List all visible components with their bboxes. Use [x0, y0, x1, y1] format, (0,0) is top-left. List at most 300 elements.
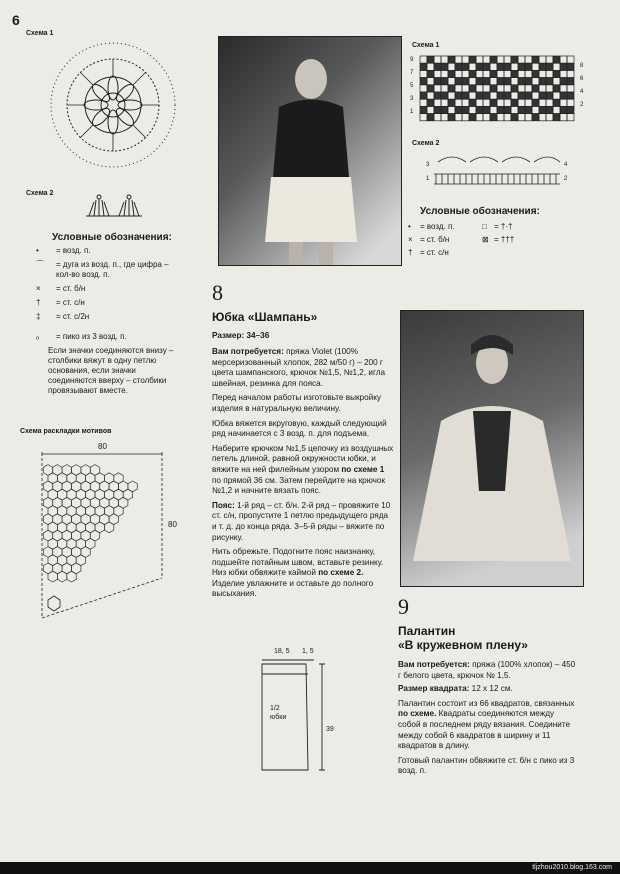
filet-cell	[567, 114, 574, 121]
filet-cell	[567, 92, 574, 99]
text: Квадраты соединяются между собой в последнем ряду вязания. Соедините между собой 6 квадратов в ширину и 11 квадратов в длину.	[398, 709, 571, 751]
filet-cell	[448, 92, 455, 99]
square-label: Размер квадрата:	[398, 684, 470, 694]
filet-cell	[518, 78, 525, 85]
materials-text: пряжа (100% хлопок) – 450 г белого цвета, крючок № 1,5.	[398, 660, 576, 680]
legend-text: = †·†	[494, 222, 513, 231]
filet-cell	[553, 99, 560, 106]
filet-cell	[511, 106, 518, 113]
filet-cell	[532, 63, 539, 70]
filet-cell	[560, 78, 567, 85]
legend-note: Если значки соединяются внизу – столбики вяжут в одну петлю основания, если значки соединяются вверху – столбики провязывают вместе.	[48, 346, 174, 395]
filet-cell	[448, 63, 455, 70]
filet-cell	[490, 92, 497, 99]
filet-cell	[497, 70, 504, 77]
layout-dim-top: 80	[98, 442, 107, 451]
filet-cell	[532, 106, 539, 113]
filet-cell	[490, 63, 497, 70]
legend-item	[36, 284, 181, 294]
legend-text: = ст. б/н	[56, 284, 86, 293]
filet-cell	[441, 106, 448, 113]
footer-url: tljzhou2010.blog.163.com	[532, 864, 612, 871]
s2-row-labels-right	[564, 158, 567, 186]
filet-cell	[504, 56, 511, 63]
filet-cell	[518, 56, 525, 63]
filet-cell	[504, 70, 511, 77]
scheme2-caption: Схема 2	[26, 190, 54, 197]
legend-symbol: †	[408, 248, 413, 257]
filet-cell	[511, 70, 518, 77]
filet-cell	[567, 78, 574, 85]
filet-cell	[420, 78, 427, 85]
filet-cell	[448, 56, 455, 63]
filet-cell	[455, 92, 462, 99]
filet-cell	[441, 114, 448, 121]
pattern-label-text: юбки	[270, 714, 287, 721]
filet-cell	[518, 92, 525, 99]
emph: Пояс:	[212, 500, 235, 510]
filet-cell	[532, 99, 539, 106]
pattern-label-fraction: 1/2	[270, 705, 280, 712]
pattern-dim-3: 39	[326, 726, 334, 733]
row-label: 3	[410, 96, 414, 102]
square-value: 12 х 12 см.	[471, 684, 513, 694]
filet-cell	[462, 70, 469, 77]
filet-cell	[434, 70, 441, 77]
filet-cell	[539, 78, 546, 85]
filet-cell	[546, 56, 553, 63]
row-label: 3	[426, 162, 430, 168]
legend-item	[36, 298, 181, 308]
layout-hex	[48, 571, 57, 582]
filet-cell	[462, 85, 469, 92]
filet-chart	[418, 54, 576, 122]
right-legend-title: Условные обозначения:	[420, 206, 540, 217]
filet-cell	[539, 106, 546, 113]
filet-cell	[476, 63, 483, 70]
filet-cell	[567, 106, 574, 113]
filet-cell	[567, 99, 574, 106]
filet-cell	[560, 56, 567, 63]
article8-size: Размер: 34–36	[212, 331, 270, 340]
filet-cell	[441, 85, 448, 92]
filet-cell	[420, 106, 427, 113]
filet-cell	[518, 106, 525, 113]
emph: по схеме 2.	[318, 568, 364, 578]
filet-cell	[469, 106, 476, 113]
filet-cell	[469, 114, 476, 121]
pattern-dim-1: 18, 5	[274, 648, 290, 655]
filet-cell	[476, 99, 483, 106]
filet-cell	[462, 78, 469, 85]
skirt-pattern	[256, 656, 328, 776]
filet-cell	[483, 106, 490, 113]
filet-cell	[567, 63, 574, 70]
footer-bar	[0, 862, 620, 874]
filet-cell	[497, 92, 504, 99]
filet-cell	[455, 70, 462, 77]
filet-cell	[525, 63, 532, 70]
row-label: 4	[564, 162, 568, 168]
legend-text: = возд. п.	[420, 222, 455, 231]
legend-symbol: •	[408, 222, 411, 231]
filet-cell	[420, 56, 427, 63]
filet-cell	[420, 85, 427, 92]
filet-cell	[469, 85, 476, 92]
materials-text: пряжа Violet (100% мерсеризованный хлопок, 282 м/50 г) – 200 г цвета шампанского, крючок №1,5, №1,2, игла швейная, резинка для пояса.	[212, 347, 386, 388]
filet-cell	[504, 63, 511, 70]
filet-cell	[525, 114, 532, 121]
filet-cell	[490, 99, 497, 106]
filet-cell	[476, 56, 483, 63]
right-legend	[408, 222, 488, 258]
layout-hex	[104, 522, 113, 533]
filet-cell	[420, 63, 427, 70]
filet-cell	[518, 85, 525, 92]
filet-cell	[553, 63, 560, 70]
filet-cell	[546, 99, 553, 106]
filet-cell	[511, 56, 518, 63]
filet-cell	[532, 114, 539, 121]
legend-item	[482, 222, 552, 232]
legend-symbol: ×	[408, 235, 413, 244]
filet-cell	[448, 78, 455, 85]
filet-cell	[427, 78, 434, 85]
filet-cell	[462, 63, 469, 70]
article9-number: 9	[398, 594, 409, 619]
filet-cell	[511, 92, 518, 99]
filet-cell	[546, 106, 553, 113]
text: Палантин состоит из 66 квадратов, связанных	[398, 698, 575, 708]
filet-cell	[441, 56, 448, 63]
legend-item	[36, 312, 181, 322]
filet-cell	[497, 99, 504, 106]
filet-cell	[539, 85, 546, 92]
filet-cell	[427, 99, 434, 106]
row-label: 2	[580, 102, 584, 108]
article8-body	[212, 347, 394, 600]
filet-cell	[553, 78, 560, 85]
filet-cell	[553, 70, 560, 77]
filet-cell	[539, 70, 546, 77]
legend-item	[482, 235, 552, 245]
filet-cell	[560, 85, 567, 92]
legend-symbol: ⌒	[36, 260, 44, 269]
paragraph	[212, 547, 394, 600]
filet-cell	[469, 63, 476, 70]
row-label: 8	[580, 63, 584, 69]
legend-item	[36, 246, 181, 256]
filet-cell	[504, 114, 511, 121]
filet-cell	[462, 92, 469, 99]
paragraph	[398, 699, 578, 752]
model-figure-2	[401, 311, 583, 586]
filet-cell	[525, 92, 532, 99]
filet-cell	[539, 99, 546, 106]
paragraph: Юбка вяжется вкруговую, каждый следующий ряд начинается с 3 возд. п. для подъема.	[212, 418, 387, 439]
filet-cell	[462, 99, 469, 106]
filet-cell	[511, 99, 518, 106]
paragraph	[212, 444, 394, 497]
filet-cell	[525, 78, 532, 85]
filet-cell	[504, 85, 511, 92]
paragraph: Готовый палантин обвяжите ст. б/н с пико из 3 возд. п.	[398, 755, 575, 776]
scheme1-caption: Схема 1	[26, 30, 54, 37]
filet-cell	[497, 85, 504, 92]
filet-cell	[553, 92, 560, 99]
filet-cell	[539, 56, 546, 63]
filet-cell	[539, 114, 546, 121]
text: по прямой 36 см. Затем перейдите на крючок №1,2 и начните вязать пояс.	[212, 475, 386, 496]
filet-cell	[469, 99, 476, 106]
legend-symbol: ₒ	[36, 332, 40, 341]
legend-text: = возд. п.	[56, 246, 91, 255]
filet-cell	[441, 63, 448, 70]
filet-cell	[420, 70, 427, 77]
filet-cell	[455, 114, 462, 121]
edging-chart	[432, 150, 562, 188]
filet-cell	[448, 70, 455, 77]
s2-row-labels	[426, 158, 429, 186]
filet-cell	[462, 114, 469, 121]
legend-text: = дуга из возд. п., где цифра – кол-во возд. п.	[56, 260, 169, 279]
filet-cell	[490, 70, 497, 77]
row-label: 4	[580, 89, 584, 95]
filet-cell	[469, 92, 476, 99]
filet-cell	[560, 114, 567, 121]
layout-dim-side: 80	[168, 520, 177, 529]
legend-item	[36, 260, 181, 280]
skirt-photo	[218, 36, 402, 266]
filet-cell	[497, 56, 504, 63]
filet-cell	[476, 70, 483, 77]
filet-cell	[427, 106, 434, 113]
right-row-labels	[410, 54, 413, 119]
filet-cell	[518, 63, 525, 70]
right-scheme1-caption: Схема 1	[412, 42, 440, 49]
filet-cell	[532, 92, 539, 99]
filet-cell	[553, 56, 560, 63]
filet-cell	[546, 114, 553, 121]
filet-cell	[455, 78, 462, 85]
text: Нить обрежьте. Подогните пояс наизнанку, подшейте потайным швом, вставьте резинку. Низ юбки обвяжите каймой	[212, 547, 384, 578]
model-figure	[219, 37, 401, 265]
filet-cell	[553, 85, 560, 92]
materials-label: Вам потребуется:	[212, 347, 284, 356]
legend-item	[408, 235, 488, 245]
filet-cell	[462, 56, 469, 63]
filet-cell	[427, 92, 434, 99]
layout-diagram	[38, 450, 168, 622]
filet-cell	[511, 78, 518, 85]
emph: по схеме.	[398, 709, 437, 719]
layout-caption: Схема раскладки мотивов	[20, 428, 112, 435]
filet-cell	[462, 106, 469, 113]
materials-label: Вам потребуется:	[398, 660, 470, 669]
legend-text: = ст. с/н	[420, 248, 449, 257]
filet-cell	[532, 70, 539, 77]
filet-cell	[546, 85, 553, 92]
filet-cell	[504, 78, 511, 85]
filet-cell	[504, 106, 511, 113]
filet-cell	[476, 114, 483, 121]
filet-cell	[441, 78, 448, 85]
filet-cell	[490, 56, 497, 63]
filet-cell	[476, 78, 483, 85]
filet-cell	[483, 78, 490, 85]
filet-cell	[497, 106, 504, 113]
legend-text: = пико из 3 возд. п.	[56, 332, 127, 341]
filet-cell	[553, 114, 560, 121]
filet-cell	[497, 78, 504, 85]
filet-cell	[567, 85, 574, 92]
legend-symbol: □	[482, 222, 487, 231]
filet-cell	[441, 70, 448, 77]
legend-item	[408, 248, 488, 258]
filet-cell	[476, 106, 483, 113]
legend-symbol: •	[36, 246, 39, 255]
filet-cell	[483, 63, 490, 70]
paragraph	[212, 501, 394, 543]
filet-cell	[560, 92, 567, 99]
legend-item	[36, 332, 181, 342]
filet-cell	[455, 56, 462, 63]
text: Изделие увлажните и оставьте до полного высыхания.	[212, 578, 374, 599]
filet-cell	[490, 114, 497, 121]
filet-cell	[427, 63, 434, 70]
filet-cell	[532, 85, 539, 92]
filet-cell	[469, 70, 476, 77]
text: 1-й ряд – ст. б/н. 2-й ряд – провяжите 10 ст. с/н, пропустите 1 петлю предыдущего ряда и т. д. до конца ряда. 3–5-й ряды – вяжите по рисунку.	[212, 500, 391, 542]
right-row-labels-even	[580, 60, 583, 112]
filet-cell	[469, 56, 476, 63]
filet-cell	[434, 56, 441, 63]
filet-cell	[427, 70, 434, 77]
legend-text: = ст. б/н	[420, 235, 450, 244]
row-label: 6	[580, 76, 584, 82]
filet-cell	[483, 70, 490, 77]
filet-cell	[455, 85, 462, 92]
filet-cell	[420, 114, 427, 121]
row-label: 9	[410, 57, 414, 63]
filet-cell	[441, 99, 448, 106]
filet-cell	[553, 106, 560, 113]
row-label: 2	[564, 176, 568, 182]
edging-diagram	[84, 194, 144, 220]
filet-cell	[546, 70, 553, 77]
filet-cell	[469, 78, 476, 85]
filet-cell	[448, 99, 455, 106]
filet-cell	[518, 70, 525, 77]
filet-cell	[525, 99, 532, 106]
filet-cell	[483, 56, 490, 63]
motif-diagram	[40, 30, 186, 180]
filet-cell	[532, 56, 539, 63]
materials	[212, 347, 394, 389]
filet-cell	[427, 85, 434, 92]
filet-cell	[518, 114, 525, 121]
filet-cell	[490, 78, 497, 85]
filet-cell	[448, 114, 455, 121]
filet-cell	[420, 99, 427, 106]
filet-cell	[483, 99, 490, 106]
filet-cell	[525, 106, 532, 113]
left-legend-title: Условные обозначения:	[52, 232, 172, 243]
left-legend	[36, 246, 181, 396]
filet-cell	[525, 56, 532, 63]
filet-cell	[546, 92, 553, 99]
filet-cell	[546, 78, 553, 85]
filet-cell	[560, 99, 567, 106]
filet-cell	[434, 63, 441, 70]
filet-cell	[427, 56, 434, 63]
filet-cell	[567, 56, 574, 63]
filet-cell	[455, 99, 462, 106]
filet-cell	[448, 106, 455, 113]
legend-symbol: †	[36, 298, 41, 307]
filet-cell	[448, 85, 455, 92]
legend-symbol: ⊠	[482, 235, 489, 244]
layout-hex	[57, 571, 66, 582]
filet-cell	[546, 63, 553, 70]
legend-symbol: ×	[36, 284, 41, 293]
filet-cell	[476, 92, 483, 99]
article8-title: Юбка «Шампань»	[212, 310, 318, 324]
filet-cell	[539, 63, 546, 70]
article9-title-line1: Палантин	[398, 624, 456, 638]
filet-cell	[504, 99, 511, 106]
filet-cell	[567, 70, 574, 77]
filet-cell	[560, 63, 567, 70]
filet-cell	[434, 78, 441, 85]
filet-cell	[434, 99, 441, 106]
filet-cell	[511, 114, 518, 121]
paragraph: Перед началом работы изготовьте выкройку изделия в натуральную величину.	[212, 393, 381, 413]
filet-cell	[518, 99, 525, 106]
emph: по схеме 1	[341, 464, 385, 474]
article9-body	[398, 660, 578, 777]
filet-cell	[420, 92, 427, 99]
filet-cell	[483, 92, 490, 99]
pattern-dim-2: 1, 5	[302, 648, 314, 655]
filet-cell	[560, 70, 567, 77]
filet-cell	[434, 85, 441, 92]
filet-cell	[434, 92, 441, 99]
text: Наберите крючком №1,5 цепочку из воздушных петель длиной, равной окружности юбки, и вяжите на ней филейным узором	[212, 443, 394, 474]
stole-photo	[400, 310, 584, 587]
filet-cell	[434, 114, 441, 121]
filet-cell	[504, 92, 511, 99]
filet-cell	[497, 63, 504, 70]
layout-hex	[67, 571, 76, 582]
filet-cell	[511, 63, 518, 70]
filet-cell	[511, 85, 518, 92]
row-label: 1	[426, 176, 430, 182]
filet-cell	[483, 114, 490, 121]
square-size	[398, 684, 578, 695]
legend-text: = ст. с/н	[56, 298, 85, 307]
article9-title-line2: «В кружевном плену»	[398, 638, 528, 652]
legend-symbol: ‡	[36, 312, 41, 321]
materials	[398, 660, 578, 681]
filet-cell	[483, 85, 490, 92]
filet-cell	[525, 70, 532, 77]
filet-cell	[497, 114, 504, 121]
right-scheme2-caption: Схема 2	[412, 140, 440, 147]
legend-text: = †††	[494, 235, 515, 244]
filet-cell	[441, 92, 448, 99]
row-label: 7	[410, 70, 414, 76]
